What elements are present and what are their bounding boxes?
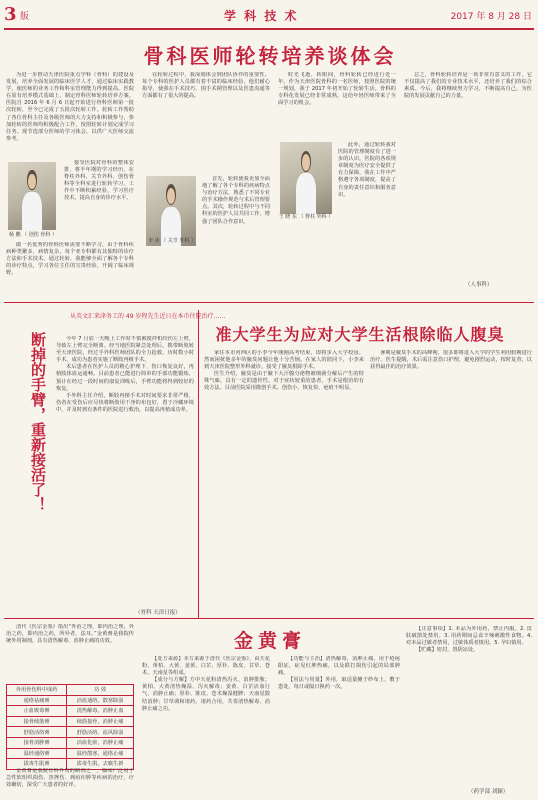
- table-cell: 接骨消肿膏: [7, 737, 67, 748]
- article2-title: 准大学生为应对大学生活根除临人腹臭: [215, 325, 505, 344]
- article2-subtitle: 从英文汇来津务工的 49 岁程先生近日在本市住院治疗……: [70, 313, 226, 320]
- article1-paragraph: 做一名优秀的骨科医师需要不断学习，由于骨科疾病种类繁多，病情复杂，每个亚专科都有其独特的诊疗方法和手术技术。通过轮转，我能够全面了解各个专科的诊疗特点，学习各位主任的宝贵经验，开阔了临床视野。: [6, 242, 134, 277]
- table-row: [7, 716, 134, 727]
- article2-paragraph: 暑期是腋臭手术的高峰期，很多即将进入大学的学生利用假期进行治疗。医生提醒，术后需注意伤口护理，避免剧烈运动，按时复查，以获得最佳的治疗效果。: [370, 350, 532, 371]
- article1-paragraph: 时光飞逝，转眼间，骨科轮转已经进行近一年。作为天津医院骨科的一名医师，按照医院的统一规划，我于 2017 年初开始了轮转生活。骨科的专科化发展已经非常成熟，这给年轻医师带来了全面学习的机会。: [278, 72, 396, 107]
- table-cell: 活血通络，散寒除湿: [67, 695, 134, 706]
- article2-paragraph: 手外科主任介绍，断肢再植手术对时间要求非常严格，伤者在受伤后应尽快将断肢用干净的布包好，置于冷藏环境中，并及时到有条件的医院进行救治，以提高再植成功率。: [56, 392, 194, 413]
- article1-paragraph: 总之，骨科轮转培养是一项非常有意义的工作，它不仅提高了我们的专业技术水平，还培养了我们的综合素质。今后，我将继续努力学习，不断提高自己，为医院的发展贡献自己的力量。: [404, 72, 532, 100]
- table-row: [7, 737, 134, 748]
- table-cell: 拔毒生肌，去腐生新: [67, 759, 134, 770]
- article1-paragraph: 在轮转过程中，我深刻体会到团队协作的重要性。每个专科的医护人员都有着丰富的临床经验，他们耐心指导，使我在手术技巧、围手术期管理以及医患沟通等方面都有了很大的提高。: [142, 72, 270, 100]
- table-cell: 舒筋活络，祛风除湿: [67, 727, 134, 738]
- table-row: [7, 706, 134, 717]
- article1-col1b: [64, 160, 134, 240]
- article2-col2: [204, 350, 364, 612]
- table-cell: 通络祛痛膏: [7, 695, 67, 706]
- table-row: [7, 748, 134, 759]
- article3-paragraph: 【注意事项】1. 本品为外用药，禁止内服。2. 皮肤破溃处禁用。3. 用药期间忌食辛辣刺激性食物。4. 对本品过敏者禁用，过敏体质者慎用。5. 孕妇慎用。: [406, 626, 532, 647]
- table-cell: 舒筋活络膏: [7, 727, 67, 738]
- section-name: 学 科 技 术: [224, 9, 299, 23]
- photo-doctor-3: [280, 142, 332, 214]
- table-cell: 清热解毒，消肿止血: [67, 706, 134, 717]
- photo-caption-3: 王 晓 东 （ 脊柱 外科 ）: [278, 214, 334, 220]
- issue-date: 2017 年 8 月 28 日: [450, 12, 532, 22]
- article1-paragraph: 接受医院对骨科的整体安排，将半年期的学习经历，在脊柱外科、关节外科、创伤骨科等全科室进行轮转学习，工作中不断积累经验，学习医疗技术，提高自身的诊疗水平。: [64, 160, 134, 202]
- article3-signature: （药学部 刘颖）: [468, 789, 509, 795]
- table-header-row: [7, 685, 134, 696]
- photo-doctor-1: [8, 162, 56, 230]
- table-header: 功 效: [67, 685, 134, 696]
- article3-paragraph: 清代《医宗金鉴》指出“外治之理，即内治之理，外治之药，即内治之药，所异者，法耳。”金黄膏是我院传统外用制剂，具有清热解毒、消肿止痛的功效。: [6, 624, 134, 645]
- article2-paragraph: 医生介绍，腋臭是由于腋下大汗腺分泌物被细菌分解后产生的特殊气味，具有一定的遗传性。对于症状较重的患者，手术是根治的有效方法。目前医院采用微创手术，创伤小、恢复快、疤痕不明显。: [204, 371, 364, 392]
- article3-paragraph: 【用法与用量】外用，取适量摊于纱布上，敷于患处，每日或隔日换药一次。: [278, 677, 400, 691]
- article3-paragraph: 【成分与方解】方中天花粉清热泻火、消肿排脓；黄柏、大黄清热燥湿、泻火解毒；姜黄、白芷活血行气、消肿止痛；厚朴、陈皮、苍术燥湿健脾；天南星散结消肿；甘草调和诸药。诸药合用，共奏清热解毒、消肿止痛之功。: [142, 677, 270, 712]
- photo-caption-1: 杨 鹏 （ 创伤 骨科 ）: [9, 232, 57, 238]
- article3-col2: [142, 656, 270, 798]
- article1-author: （人事科）: [465, 282, 493, 288]
- article3-col4: [406, 626, 532, 786]
- article3-intro: [6, 624, 134, 682]
- article2-paragraph: 术后患者在医护人员的精心护理下，伤口恢复良好，再植肢体血运通畅。目前患者已能进行简单的手部功能锻炼，预计在经过一段时间的康复训练后，手臂功能将得到较好的恢复。: [56, 364, 194, 392]
- article2-paragraph: 家住本市河西区的小李今年刚刚高考结束，即将步入大学校园。然而困扰他多年的腋臭问题让他十分苦恼。在家人的陪同下，小李来到天津医院整形外科就诊，接受了腋臭根除手术。: [204, 350, 364, 371]
- article3-paragraph: 金黄膏是我院骨科外用的制剂之一，临床广泛用于急性软组织损伤、扭挫伤、痈疽疖肿等疾病的治疗，疗效确切，深受广大患者的好评。: [6, 768, 134, 789]
- table-cell: 活血化瘀，消肿止痛: [67, 737, 134, 748]
- page-label: 版: [20, 12, 30, 22]
- table-cell: 拔毒生肌膏: [7, 759, 67, 770]
- article3-paragraph: 【功能与主治】清热解毒，消肿止痛。用于疮疡阳证，症见红肿热痛，以及跌打损伤引起的局部肿痛。: [278, 656, 400, 677]
- article1-col3b: [338, 142, 396, 288]
- page-number: 3: [4, 4, 17, 25]
- article3-title: 金黄膏: [233, 630, 306, 652]
- table-row: [7, 695, 134, 706]
- table-row: [7, 727, 134, 738]
- article3-col3: [278, 656, 400, 798]
- masthead-rule: [4, 28, 534, 30]
- article1-col2b: [202, 176, 270, 288]
- article2-paragraph: 今年 7 月底一天晚上工作时不慎被搅拌机绞伤左上臂，导致左上臂完全断离。经当地医院紧急处理后，携带断肢转至天津医院，经过手外科医师团队的全力抢救，历时数小时手术，成功为患者实施了断肢再植手术。: [56, 336, 194, 364]
- table-cell: 接骨续筋膏: [7, 716, 67, 727]
- divider: [4, 618, 534, 619]
- medicine-table: [6, 684, 134, 770]
- masthead: [4, 4, 534, 26]
- photo-doctor-2: [146, 176, 196, 246]
- article1-paragraph: 此外，通过轮转我对医院的管理制度有了进一步的认识。医院的各项规章制度为医疗安全提供了有力保障，我在工作中严格遵守各项制度，提高了自身的责任意识和服务意识。: [338, 142, 396, 198]
- article3-note: [6, 768, 134, 798]
- table-cell: 止血败毒膏: [7, 706, 67, 717]
- article1-col1: [6, 72, 134, 158]
- divider: [198, 310, 199, 618]
- article1-col1c: [6, 242, 134, 290]
- article3-paragraph: 【贮藏】密封，置阴凉处。: [416, 647, 479, 654]
- table-cell: 续筋接骨，消肿止痛: [67, 716, 134, 727]
- divider: [4, 302, 534, 303]
- article3-paragraph: 【处方来源】本方来源于清代《医宗金鉴》，由天花粉、黄柏、大黄、姜黄、白芷、厚朴、陈皮、甘草、苍术、天南星等组成。: [142, 656, 270, 677]
- article2-col3: [370, 350, 532, 612]
- article1-title: 骨科医师轮转培养谈体会: [143, 44, 397, 68]
- table-cell: 温经通络膏: [7, 748, 67, 759]
- article1-col3: [278, 72, 396, 140]
- article1-col4: [404, 72, 532, 278]
- photo-caption-2: 李 沐 （ 关节 外科 ）: [148, 238, 196, 244]
- table-cell: 温经散寒，通络止痛: [67, 748, 134, 759]
- article2-source: （骨科 天津日报）: [135, 610, 181, 616]
- article1-col2: [142, 72, 270, 174]
- article2-banner: 断掉的手臂，重新接活了！: [29, 332, 47, 512]
- table-header: 外用骨伤科中成药: [7, 685, 67, 696]
- article2-col1: [56, 336, 194, 606]
- article1-paragraph: 为进一步推动天津医院重点学科（骨科）的建设及发展，培养全面发展的临床医学人才，通过临床实践教学，使医师的业务工作和科室管理能力得到提高，医院在原有培养模式基础上，制定骨科医师轮转培养方案。医院自 2016 年 6 月 6 日起开始进行骨科医师第一批次轮转，至今已完成了五批次轮转工作。轮转工作帮助了各位骨科主任及各级医师的大力支持和积极参与，参加轮转的医师均积极配合工作，按照轮转计划完成学习任务。现节选部分医师的学习体会，以供广大医师交流参考。: [6, 72, 134, 142]
- article1-paragraph: 首先，轮转使我更加全面地了解了各个专科的疾病特点与治疗方法，熟悉了不同专业的手术操作规范与术后管理要点。其次，轮转过程中与不同科室的医护人员共同工作，增强了团队合作意识。: [202, 176, 270, 225]
